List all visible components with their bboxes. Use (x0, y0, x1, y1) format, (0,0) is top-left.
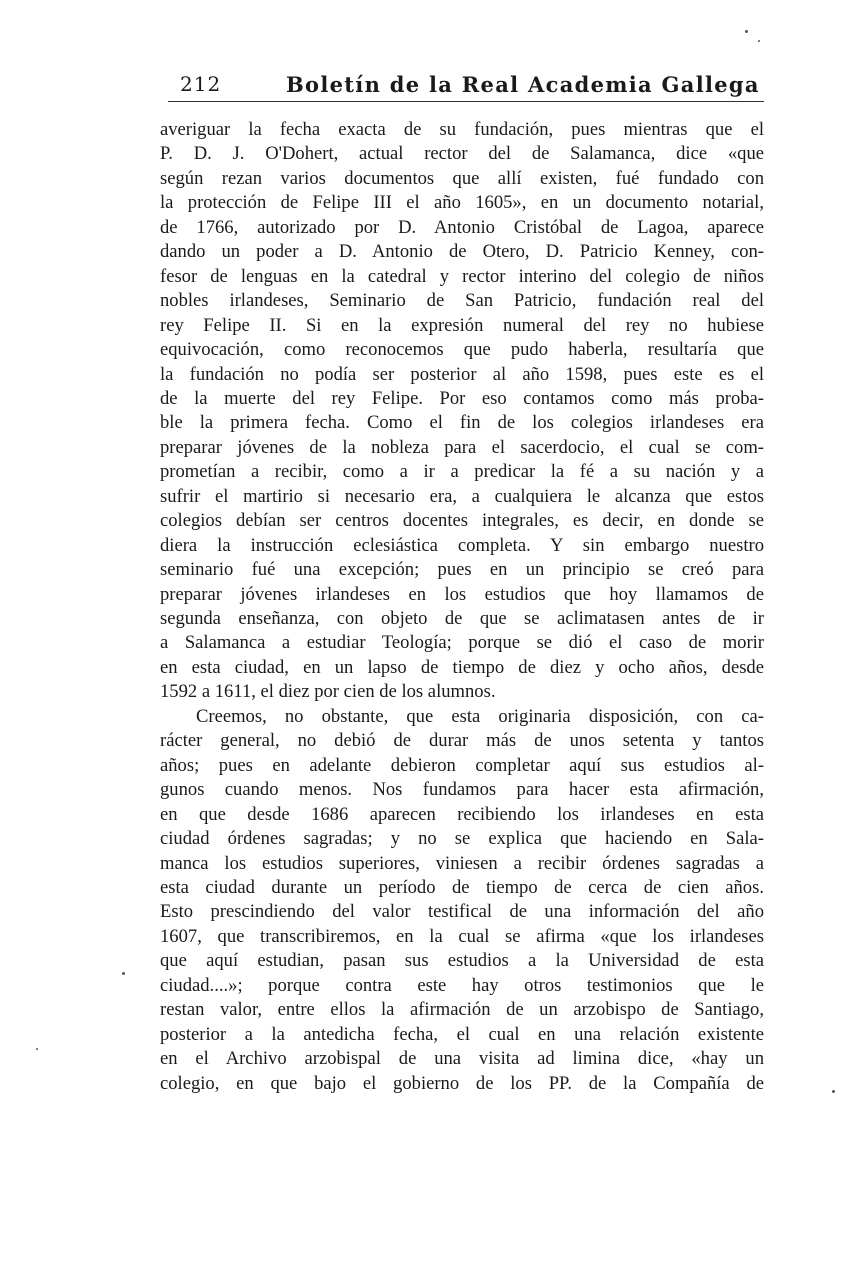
page-number: 212 (180, 72, 222, 96)
scan-speck (36, 1048, 38, 1050)
text-line: posterior a la antedicha fecha, el cual en una relación existente (160, 1023, 764, 1045)
text-line: sufrir el martirio si necesario era, a cualquiera le alcanza que estos (160, 485, 764, 507)
text-line: gunos cuando menos. Nos fundamos para hacer esta afirmación, (160, 779, 764, 801)
scan-speck (832, 1090, 835, 1093)
text-line: restan valor, entre ellos la afirmación de un arzobispo de Santiago, (160, 999, 764, 1021)
text-line: prometían a recibir, como a ir a predicar la fé a su nación y a (160, 461, 764, 483)
text-line: rey Felipe II. Si en la expresión numeral del rey no hubiese (160, 314, 764, 336)
text-line: en que desde 1686 aparecen recibiendo los irlandeses en esta (160, 803, 764, 825)
text-line: 1607, que transcribiremos, en la cual se afirma «que los irlandeses (160, 925, 764, 947)
text-line: en el Archivo arzobispal de una visita ad limina dice, «hay un (160, 1048, 764, 1070)
text-line: fesor de lenguas en la catedral y rector interino del colegio de niños (160, 265, 764, 287)
text-line: P. D. J. O'Dohert, actual rector del de Salamanca, dice «que (160, 143, 764, 165)
text-line: rácter general, no debió de durar más de unos setenta y tantos (160, 730, 764, 752)
scan-speck (745, 30, 748, 33)
text-line: Esto prescindiendo del valor testifical de una información del año (160, 901, 764, 923)
text-line: a Salamanca a estudiar Teología; porque se dió el caso de morir (160, 632, 764, 654)
running-title: Boletín de la Real Academia Gallega (286, 72, 760, 97)
scan-speck (122, 972, 125, 975)
page-header (178, 72, 764, 102)
text-line: en esta ciudad, en un lapso de tiempo de diez y ocho años, desde (160, 656, 764, 678)
text-line: diera la instrucción eclesiástica completa. Y sin embargo nuestro (160, 534, 764, 556)
text-line: averiguar la fecha exacta de su fundación, pues mientras que el (160, 119, 764, 140)
text-line: ble la primera fecha. Como el fin de los colegios irlandeses era (160, 412, 764, 434)
text-line: Creemos, no obstante, que esta originaria disposición, con ca- (196, 705, 764, 727)
text-line: ciudad órdenes sagradas; y no se explica que haciendo en Sala- (160, 828, 764, 850)
text-line: de 1766, autorizado por D. Antonio Cristóbal de Lagoa, aparece (160, 216, 764, 238)
text-line: nobles irlandeses, Seminario de San Patricio, fundación real del (160, 290, 764, 312)
text-line: años; pues en adelante debieron completar aquí sus estudios al- (160, 754, 764, 776)
text-line: preparar jóvenes de la nobleza para el sacerdocio, el cual se com- (160, 436, 764, 458)
text-line: según rezan varios documentos que allí existen, fué fundado con (160, 167, 764, 189)
text-line: colegio, en que bajo el gobierno de los PP. de la Compañía de (160, 1072, 764, 1094)
text-line: seminario fué una excepción; pues en un principio se creó para (160, 559, 764, 581)
text-line: que aquí estudian, pasan sus estudios a la Universidad de esta (160, 950, 764, 972)
text-line: dando un poder a D. Antonio de Otero, D. Patricio Kenney, con- (160, 241, 764, 263)
text-line: colegios debían ser centros docentes integrales, es decir, en donde se (160, 510, 764, 532)
text-line: la fundación no podía ser posterior al año 1598, pues este es el (160, 363, 764, 385)
text-line: segunda enseñanza, con objeto de que se aclimatasen antes de ir (160, 608, 764, 629)
text-line: de la muerte del rey Felipe. Por eso contamos como más proba- (160, 387, 764, 409)
text-line: preparar jóvenes irlandeses en los estudios que hoy llamamos de (160, 583, 764, 605)
text-line: equivocación, como reconocemos que pudo haberla, resultaría que (160, 339, 764, 361)
scan-speck (758, 40, 760, 42)
text-line: la protección de Felipe III el año 1605», en un documento notarial, (160, 192, 764, 214)
text-line: manca los estudios superiores, viniesen a recibir órdenes sagradas a (160, 852, 764, 874)
text-line: ciudad....»; porque contra este hay otros testimonios que le (160, 974, 764, 996)
text-line: 1592 a 1611, el diez por cien de los alumnos. (160, 681, 496, 703)
text-line: esta ciudad durante un período de tiempo de cerca de cien años. (160, 876, 764, 898)
header-rule (168, 101, 764, 102)
